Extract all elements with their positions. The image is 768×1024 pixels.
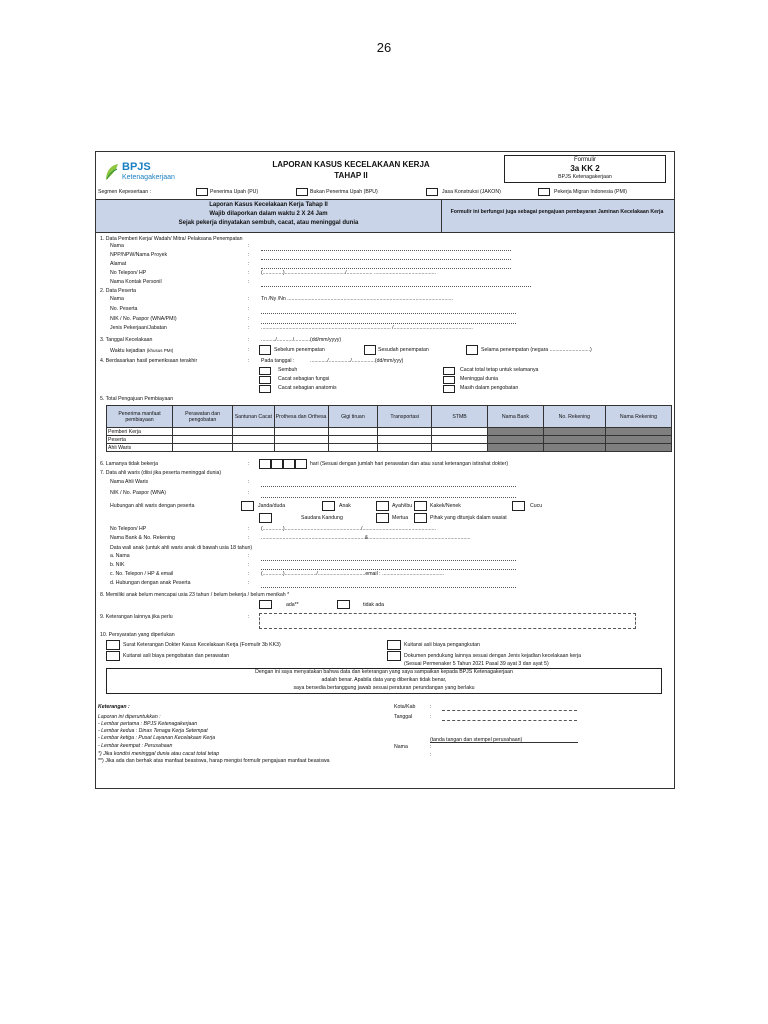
checkbox-dokumen-pendukung[interactable] bbox=[387, 651, 401, 661]
footer-kota-input[interactable] bbox=[442, 710, 577, 711]
th-stmb: STMB bbox=[432, 406, 488, 428]
footer-lembar-2: - Lembar kedua : Dinas Tenaga Kerja Setempat bbox=[98, 728, 208, 734]
s2-nama-fill[interactable]: Tn /Ny /Nn ................................................................................................................... bbox=[261, 296, 453, 302]
formulir-code: 3a KK 2 bbox=[570, 164, 600, 173]
checkbox-sesudah[interactable] bbox=[364, 345, 376, 355]
s4-masih-pengobatan: Masih dalam pengobatan bbox=[460, 385, 519, 391]
s8-label bbox=[100, 593, 289, 599]
rel-kakek-nenek: Kakek/Nenek bbox=[430, 503, 461, 509]
formulir-label: Formulir bbox=[574, 157, 596, 163]
checkbox-kakek-nenek[interactable] bbox=[414, 501, 427, 511]
s3-sebelum: Sebelum penempatan bbox=[274, 347, 325, 353]
th-perawatan: Perawatan dan pengobatan bbox=[173, 406, 233, 428]
lama-digit-1[interactable] bbox=[259, 459, 271, 469]
lama-digit-2[interactable] bbox=[271, 459, 283, 469]
s1-title: 1. Data Pemberi Kerja/ Wadah/ Mitra/ Pelaksana Penempatan bbox=[100, 236, 243, 242]
s10-kuitansi-pengobatan: Kuitansi asli biaya pengobatan dan perawatan bbox=[123, 653, 230, 659]
segmen-jakon: Jasa Konstruksi (JAKON) bbox=[442, 189, 501, 195]
s8-tidak-ada: tidak ada bbox=[363, 602, 385, 608]
footer-keterangan: Keterangan : bbox=[98, 704, 130, 710]
s10-title: 10. Persyaratan yang diperlukan bbox=[100, 632, 175, 638]
rel-janda-duda: Janda/duda bbox=[258, 503, 286, 509]
footer-tanggal-label: Tanggal bbox=[394, 714, 413, 720]
s7-title: 7. Data ahli waris (diisi jika peserta meninggal dunia) bbox=[100, 470, 222, 476]
checkbox-pihak-wasiat[interactable] bbox=[414, 513, 427, 523]
footer-ttd-label: (tanda tangan dan stempel perusahaan) bbox=[430, 737, 523, 743]
formulir-code-box bbox=[504, 155, 666, 183]
band-right: Formulir ini berfungsi juga sebagai pengajuan pembayaran Jaminan Kecelakaan Kerja bbox=[450, 209, 664, 215]
formulir-org: BPJS Ketenagakerjaan bbox=[558, 174, 612, 180]
segmen-pu: Penerima Upah (PU) bbox=[210, 189, 259, 195]
th-nama-rekening: Nama Rekening bbox=[605, 406, 671, 428]
segmen-label: Segmen Kepesertaan : bbox=[98, 189, 152, 195]
checkbox-cacat-anatomis[interactable] bbox=[259, 385, 271, 393]
table-row bbox=[107, 428, 672, 436]
table-row bbox=[107, 436, 672, 444]
th-nama-bank: Nama Bank bbox=[488, 406, 544, 428]
s7-bank: Nama Bank & No. Rekening bbox=[110, 535, 175, 541]
s7-wali-nama-line[interactable] bbox=[261, 560, 516, 561]
checkbox-kuitansi-pengobatan[interactable] bbox=[106, 651, 120, 661]
row-ahli-waris: Ahli Waris bbox=[107, 444, 173, 452]
s7-nik: NIK / No. Paspor (WNA) bbox=[110, 490, 166, 496]
s10-dokumen-pendukung: Dokumen pendukung lainnya sesuai dengan Jenis kejadian kecelakaan kerja bbox=[404, 653, 582, 659]
rel-cucu: Cucu bbox=[530, 503, 543, 509]
footer-tanggal-input[interactable] bbox=[442, 720, 577, 721]
logo-subtext: Ketenagakerjaan bbox=[122, 174, 175, 181]
s4-tanggal: Pada tanggal : bbox=[261, 358, 295, 364]
s4-cacat-fungsi: Cacat sebagian fungsi bbox=[278, 376, 330, 382]
rel-saudara-kandung: Saudara Kandung bbox=[301, 515, 343, 521]
checkbox-jakon[interactable] bbox=[426, 188, 438, 196]
checkbox-meninggal[interactable] bbox=[443, 376, 455, 384]
rel-anak: Anak bbox=[339, 503, 351, 509]
checkbox-ada[interactable] bbox=[259, 600, 272, 609]
checkbox-saudara-kandung[interactable] bbox=[259, 513, 272, 523]
s7-wali-nik-line[interactable] bbox=[261, 569, 516, 570]
s10-surat-dokter: Surat Keterangan Dokter Kasus Kecelakaan Kerja (Formulir 3b KK3) bbox=[123, 642, 281, 648]
s2-nama: Nama bbox=[110, 296, 124, 302]
form-title-line1: LAPORAN KASUS KECELAKAAN KERJA bbox=[272, 160, 430, 169]
checkbox-cacat-total[interactable] bbox=[443, 367, 455, 375]
th-penerima: Penerima manfaat pembiayaan bbox=[107, 406, 173, 428]
footer-lembar-1: - Lembar pertama : BPJS Ketenagakerjaan bbox=[98, 721, 198, 727]
s7-wali-title: Data wali anak (untuk ahli waris anak di bawah usia 18 tahun) bbox=[110, 545, 253, 551]
checkbox-surat-dokter[interactable] bbox=[106, 640, 120, 650]
rel-pihak-wasiat: Pihak yang ditunjuk dalam wasiat bbox=[430, 515, 507, 521]
checkbox-anak[interactable] bbox=[322, 501, 335, 511]
band-line3: Sejak pekerja dinyatakan sembuh, cacat, atau meninggal dunia bbox=[178, 220, 359, 226]
keterangan-input[interactable] bbox=[259, 613, 636, 629]
s7-wali-hubungan: d. Hubungan dengan anak Peserta bbox=[110, 580, 191, 586]
s3-waktu-label bbox=[110, 348, 173, 355]
s4-meninggal: Meninggal dunia bbox=[460, 376, 499, 382]
table-row bbox=[107, 444, 672, 452]
s3-waktu-note: (khusus PMI) bbox=[146, 348, 174, 353]
checkbox-bpu[interactable] bbox=[296, 188, 308, 196]
checkbox-sembuh[interactable] bbox=[259, 367, 271, 375]
row-peserta: Peserta bbox=[107, 436, 173, 444]
checkbox-selama[interactable] bbox=[466, 345, 478, 355]
s7-nik-line[interactable] bbox=[261, 497, 516, 498]
band-line2: Wajib dilaporkan dalam waktu 2 X 24 Jam bbox=[209, 211, 328, 217]
checkbox-cacat-fungsi[interactable] bbox=[259, 376, 271, 384]
checkbox-janda-duda[interactable] bbox=[241, 501, 254, 511]
s4-cacat-total: Cacat total tetap untuk selamanya bbox=[460, 367, 539, 373]
s8-ada: ada** bbox=[286, 602, 299, 608]
footer-kota-label: Kota/Kab bbox=[394, 704, 416, 710]
s2-jenis-fill[interactable]: .......................................................................................... /....................................................... bbox=[261, 325, 473, 331]
s10-note: (Sesuai Permenaker 5 Tahun 2021 Pasal 39 ayat 3 dan ayat 5) bbox=[404, 661, 549, 667]
s7-wali-nik: b. NIK bbox=[110, 562, 125, 568]
s3-selama: Selama penempatan (negara ............................) bbox=[481, 347, 592, 353]
checkbox-tidak-ada[interactable] bbox=[337, 600, 350, 609]
s8-asterisk: * bbox=[287, 592, 290, 598]
rel-ayah-ibu: Ayah/ibu bbox=[392, 503, 413, 509]
th-transportasi: Transportasi bbox=[378, 406, 432, 428]
footer-note-2: **) Jika ada dan berhak atas manfaat beasiswa, harap mengisi formulir pengajuan manfaat beasiswa bbox=[98, 758, 330, 764]
s2-no-peserta-line[interactable] bbox=[261, 313, 516, 314]
pembiayaan-table bbox=[106, 405, 672, 452]
s1-kontak-line[interactable] bbox=[261, 286, 531, 287]
s1-alamat-line[interactable] bbox=[261, 268, 511, 269]
s3-sesudah: Sesudah penempatan bbox=[378, 347, 429, 353]
s1-telepon-fill[interactable]: (..............)........................................../.................. ........................................... bbox=[261, 270, 436, 276]
s7-nama-line[interactable] bbox=[261, 486, 516, 487]
band-line1: Laporan Kasus Kecelakaan Kerja Tahap II bbox=[209, 202, 328, 208]
statement-line1: Dengan ini saya menyatakan bahwa data dan keterangan yang saya sampaikan kepada BPJS Ketenagakerjaan bbox=[255, 669, 513, 675]
s2-no-peserta: No. Peserta bbox=[110, 306, 138, 312]
s8-text: 8. Memiliki anak belum mencapai usia 23 tahun / belum bekerja / belum menikah bbox=[100, 592, 286, 598]
s7-wali-telepon: c. No. Telepon / HP & email bbox=[110, 571, 174, 577]
row-pemberi-kerja: Pemberi Kerja bbox=[107, 428, 173, 436]
segmen-pmi: Pekerja Migran Indonesia (PMI) bbox=[554, 189, 627, 195]
lama-digit-4[interactable] bbox=[295, 459, 307, 469]
checkbox-pu[interactable] bbox=[196, 188, 208, 196]
s4-cacat-anatomis: Cacat sebagian anatomis bbox=[278, 385, 337, 391]
s7-bank-fill[interactable]: ........................................................................&....................................................................... bbox=[261, 535, 471, 541]
s6-text: hari (Sesuai dengan jumlah hari perawatan dan atau surat keterangan istirahat dokter) bbox=[310, 461, 509, 467]
footer-lembar-4: - Lembar keempat : Perusahaan bbox=[98, 743, 173, 749]
th-gigi: Gigi tiruan bbox=[328, 406, 378, 428]
s6-label: 6. Lamanya tidak bekerja bbox=[100, 461, 158, 467]
footer-note-1: *) Jika kondisi meninggal dunia atau cacat total tetap bbox=[98, 751, 220, 757]
s7-hubungan: Hubungan ahli waris dengan peserta bbox=[110, 503, 195, 509]
s4-title: 4. Berdasarkan hasil pemeriksaan terakhir bbox=[100, 358, 198, 364]
s1-npp: NPP/NPW/Nama Proyek bbox=[110, 252, 168, 258]
th-no-rekening: No. Rekening bbox=[543, 406, 605, 428]
checkbox-cucu[interactable] bbox=[512, 501, 525, 511]
page-number: 26 bbox=[376, 40, 392, 55]
s1-npp-line[interactable] bbox=[261, 259, 511, 260]
checkbox-masih-pengobatan[interactable] bbox=[443, 385, 455, 393]
info-band bbox=[96, 199, 674, 233]
footer-diperuntukkan: Laporan ini diperuntukkan : bbox=[98, 714, 161, 720]
s1-nama-line[interactable] bbox=[261, 250, 511, 251]
form-title-line2: TAHAP II bbox=[334, 171, 368, 180]
checkbox-ayah-ibu[interactable] bbox=[376, 501, 389, 511]
s2-title: 2. Data Peserta bbox=[100, 288, 137, 294]
segmen-bpu: Bukan Penerima Upah (BPU) bbox=[310, 189, 378, 195]
s7-telepon: No Telepon/ HP bbox=[110, 526, 147, 532]
s1-nama: Nama bbox=[110, 243, 124, 249]
s1-alamat: Alamat bbox=[110, 261, 127, 267]
statement-line3: saya bersedia bertanggung jawab sesuai peraturan perundangan yang berlaku bbox=[293, 685, 475, 691]
s4-date-fill[interactable]: ............/.............../................(dd/mm/yyy) bbox=[310, 358, 404, 364]
s2-nik-line[interactable] bbox=[261, 323, 516, 324]
s2-jenis: Jenis Pekerjaan/Jabatan bbox=[110, 325, 167, 331]
th-prothesa: Prothesa dan Orthesa bbox=[274, 406, 328, 428]
checkbox-pmi[interactable] bbox=[538, 188, 550, 196]
s7-wali-hubungan-line[interactable] bbox=[261, 587, 516, 588]
s1-kontak: Nama Kontak Personil bbox=[110, 279, 162, 285]
checkbox-mertua[interactable] bbox=[376, 513, 389, 523]
lama-digit-3[interactable] bbox=[283, 459, 295, 469]
s3-title: 3. Tanggal Kecelakaan bbox=[100, 337, 153, 343]
statement-line2: adalah benar. Apabila data yang diberikan tidak benar, bbox=[321, 677, 447, 683]
statement-box bbox=[106, 668, 662, 694]
checkbox-sebelum[interactable] bbox=[259, 345, 271, 355]
s4-sembuh: Sembuh bbox=[278, 367, 298, 373]
rel-mertua: Mertua bbox=[392, 515, 409, 521]
s1-telepon: No Telepon/ HP bbox=[110, 270, 147, 276]
s7-nama: Nama Ahli Waris bbox=[110, 479, 149, 485]
footer-lembar-3: - Lembar ketiga : Pusat Layanan Kecelakaan Kerja bbox=[98, 735, 216, 741]
s3-waktu-text: Waktu kejadian bbox=[110, 348, 146, 354]
s10-kuitansi-pengangkutan: Kuitansi asli biaya pengangkutan bbox=[404, 642, 480, 648]
s7-telepon-fill[interactable]: (..............)...................................................../................................................... bbox=[261, 526, 436, 532]
form-3a-kk2: BPJS Ketenagakerjaan LAPORAN KASUS KECELAKAAN KERJA TAHAP II Formulir 3a KK 2 BPJS Ketenagakerjaan Segmen Kepesertaan : Penerima Upah (PU) Bukan Penerima Upah (BPU) Jasa Konstruksi (JAKON) Pekerja Migran Indonesia (PMI) Laporan Kasus Kecelakaan Kerja Tahap II Wajib dilaporkan dalam waktu 2 X 24 Jam Sejak pekerja dinyatakan sembuh, cacat, atau meninggal dunia Formulir ini berfungsi juga sebagai pengajuan pembayaran Jaminan Kecelakaan Kerja 1. Data Pemberi Kerja/ Wadah/ Mitra/ Pelaksana Penempatan Nama NPP/NPW/Nama Proyek Alamat No Telepon/ HP Nama Kontak Personil : : : : : (..............)........................................../.................. ........................................... 2. Data Peserta Nama No. Peserta NIK / No. Paspor (WNA/PMI) Jenis Pekerjaan/Jabatan : : : : Tn /Ny /Nn ................................................................................................................... .......................................................................................... /....................................................... 3. Tanggal Kecelakaan : ........../.........../...........(dd/mm/yyyy) Waktu kejadian (khusus PMI) : Sebelum penempatan Sesudah penempatan Selama penempatan (negara ............................) 4. Berdasarkan hasil pemeriksaan terakhir : Pada tanggal : ............/.............../................(dd/mm/yyy) Sembuh Cacat sebagian fungsi Cacat sebagian anatomis Cacat total tetap untuk selamanya Meninggal dunia Masih dalam pengobatan 5. Total Pengajuan Pembiayaan Penerima manfaat pembiayaan Perawatan dan pengobatan Santunan Cacat Prothesa dan Orthesa Gigi tiruan Transportasi STMB Nama Bank No. Rekening Nama Rekening Pemberi Kerja Peserta Ahli Waris 6. Lamanya tidak bekerja : hari (Sesuai dengan jumlah hari perawatan dan atau surat keterangan istirahat dokter) 7. Data ahli waris (diisi jika peserta meninggal dunia) Nama Ahli Waris NIK / No. Paspor (WNA) Hubungan ahli waris dengan peserta : : Janda/duda Anak Ayah/ibu Kakek/Nenek Cucu Saudara Kandung Mertua Pihak yang ditunjuk dalam wasiat No Telepon/ HP Nama Bank & No. Rekening : : (..............)...................................................../................................................... ........................................................................&....................................................................... Data wali anak (untuk ahli waris anak di bawah usia 18 tahun) a. Nama b. NIK c. No. Telepon / HP & email d. Hubungan dengan anak Peserta : : : : (..............)....................../.................................email : ........................................... 8. Memiliki anak belum mencapai usia 23 tahun / belum bekerja / belum menikah * ada** tidak ada 9. Keterangan lainnya jika perlu : 10. Persyaratan yang diperlukan Surat Keterangan Dokter Kasus Kecelakaan Kerja (Formulir 3b KK3) Kuitansi asli biaya pengobatan dan perawatan Kuitansi asli biaya pengangkutan Dokumen pendukung lainnya sesuai dengan Jenis kejadian kecelakaan kerja (Sesuai Permenaker 5 Tahun 2021 Pasal 39 ayat 3 dan ayat 5) Dengan ini saya menyatakan bahwa data dan keterangan yang saya sampaikan kepada BPJS Ketenagakerjaan adalah benar. Apabila data yang diberikan tidak benar, saya bersedia bertanggung jawab sesuai peraturan perundangan yang berlaku Keterangan : Laporan ini diperuntukkan : - Lembar pertama : BPJS Ketenagakerjaan - Lembar kedua : Dinas Tenaga Kerja Setempat - Lembar ketiga : Pusat Layanan Kecelakaan Kerja - Lembar keempat : Perusahaan *) Jika kondisi meninggal dunia atau cacat total tetap **) Jika ada dan berhak atas manfaat beasiswa, harap mengisi formulir pengajuan manfaat beasiswa Kota/Kab : Tanggal : (tanda tangan dan stempel perusahaan) Nama : : bbox=[95, 151, 675, 789]
footer-nama-label: Nama bbox=[394, 744, 408, 750]
s2-nik: NIK / No. Paspor (WNA/PMI) bbox=[110, 316, 177, 322]
s3-date-fill[interactable]: ........../.........../...........(dd/mm/yyyy) bbox=[261, 337, 342, 343]
th-santunan: Santunan Cacat bbox=[233, 406, 275, 428]
s5-title: 5. Total Pengajuan Pembiayaan bbox=[100, 396, 174, 402]
checkbox-kuitansi-pengangkutan[interactable] bbox=[387, 640, 401, 650]
s7-wali-telepon-fill[interactable]: (..............)....................../.................................email : ........................................... bbox=[261, 571, 445, 577]
s9-label: 9. Keterangan lainnya jika perlu bbox=[100, 614, 173, 620]
bpjs-logo bbox=[104, 160, 214, 184]
bpjs-logo-mark bbox=[104, 162, 120, 182]
s7-wali-nama: a. Nama bbox=[110, 553, 130, 559]
logo-text: BPJS bbox=[122, 161, 151, 173]
